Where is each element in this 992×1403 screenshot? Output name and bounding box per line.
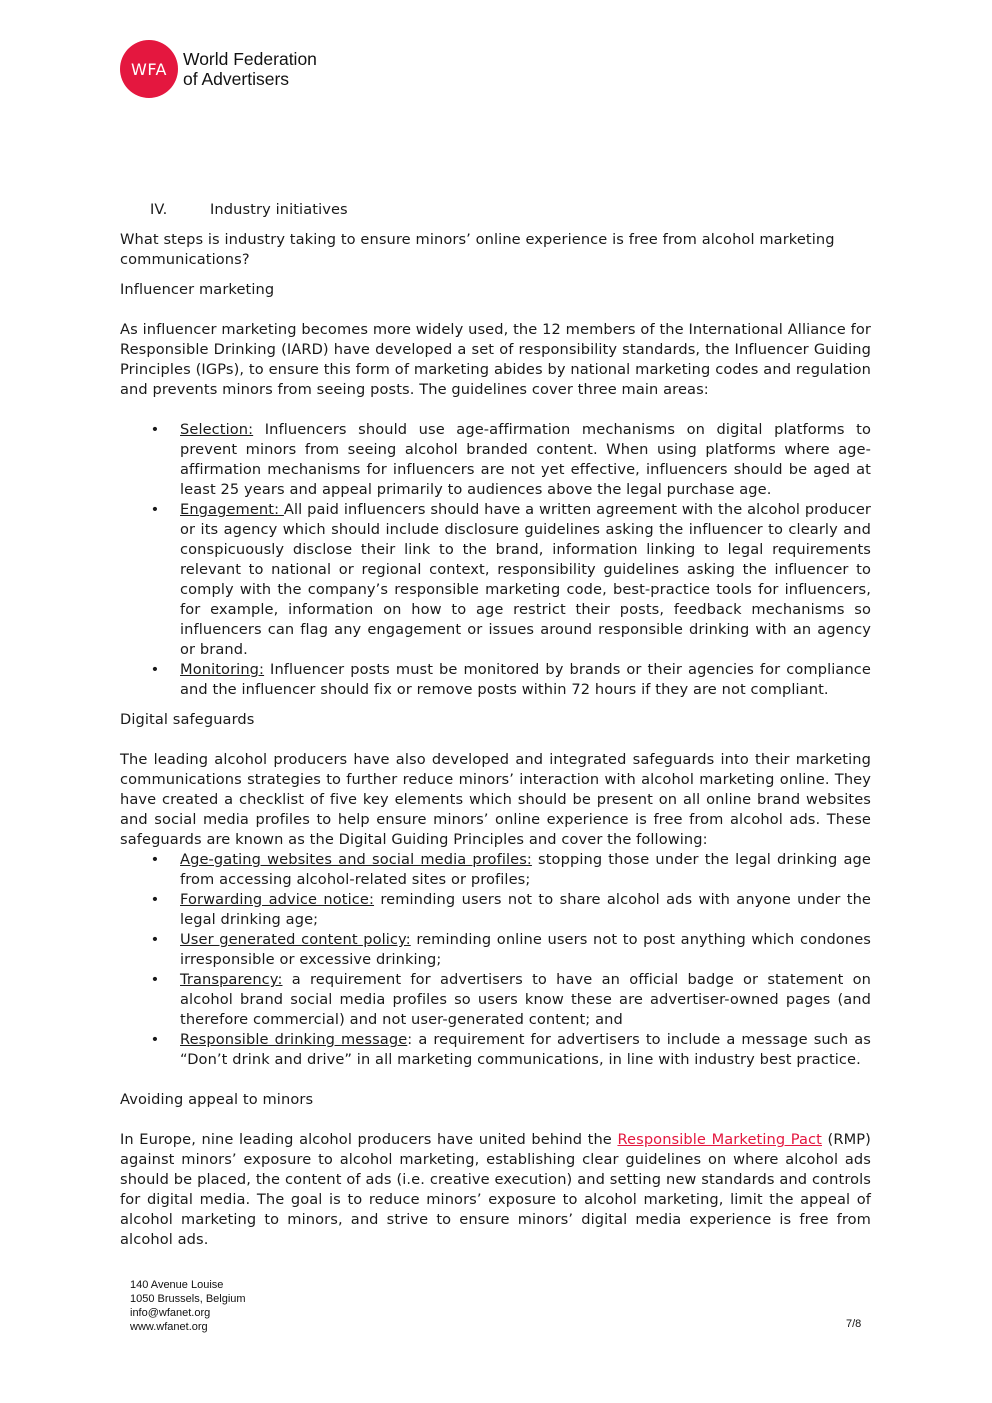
section-number: IV.	[150, 201, 168, 218]
bullet-text: reminding users not to share alcohol ads with anyone under the legal drinking age;	[180, 891, 872, 928]
influencer-intro: As influencer marketing becomes more widely used, the 12 members of the International Alliance for Responsible Drinking (IARD) have developed a set of responsibility standards, the Influencer Guiding Principles (IGPs), to ensure this form of marketing abides by national marketing codes and regulation and prevents minors from seeing posts. The guidelines cover three main areas:	[120, 321, 871, 398]
section-title: Industry initiatives	[210, 201, 348, 218]
bullet-icon: •	[150, 851, 160, 868]
minors-intro-after: (RMP) against minors’ exposure to alcohol marketing, establishing clear guidelines on where alcohol ads should be placed, the content of ads (i.e. creative execution) and setting new standards and controls for digital media. The goal is to reduce minors’ exposure to alcohol marketing, limit the appeal of alcohol marketing to minors, and strive to ensure minors’ digital media experience is free from alcohol ads.	[120, 1131, 871, 1248]
footer-website: www.wfanet.org	[130, 1321, 208, 1333]
list-item	[120, 970, 871, 1030]
responsible-marketing-pact-link[interactable]: Responsible Marketing Pact	[617, 1131, 822, 1148]
wfa-logo-wordmark	[183, 49, 317, 89]
bullet-text: All paid influencers should have a written agreement with the alcohol producer or its agency which should include disclosure guidelines asking the influencer to clearly and conspicuously disclose their link to the brand, information linking to legal requirements relevant to national or regional context, responsibility guidelines asking the influencer to comply with the company’s responsible marketing code, best-practice tools for influencers, for example, information on how to age restrict their posts, feedback mechanisms so influencers can flag any engagement or issues around responsible drinking with an agency or brand.	[180, 501, 871, 658]
bullet-icon: •	[150, 931, 160, 948]
section-heading	[120, 200, 871, 220]
bullet-icon: •	[150, 971, 160, 988]
page-number: 7/8	[846, 1318, 862, 1330]
list-item	[120, 850, 871, 890]
bullet-term: Responsible drinking message	[180, 1031, 408, 1048]
footer-address	[130, 1278, 246, 1334]
logo-line-2: of Advertisers	[183, 69, 290, 89]
section-question: What steps is industry taking to ensure minors’ online experience is free from alcohol marketing communications?	[120, 231, 835, 268]
bullet-term: Transparency:	[180, 971, 283, 988]
bullet-icon: •	[150, 891, 160, 908]
bullet-term: User generated content policy:	[180, 931, 411, 948]
influencer-heading: Influencer marketing	[120, 281, 275, 298]
footer-city: 1050 Brussels, Belgium	[130, 1293, 246, 1305]
bullet-term: Age-gating websites and social media profiles:	[180, 851, 532, 868]
logo-line-1: World Federation	[183, 49, 317, 69]
list-item	[120, 500, 871, 660]
digital-intro: The leading alcohol producers have also developed and integrated safeguards into their marketing communications strategies to further reduce minors’ interaction with alcohol marketing online. They have created a checklist of five key elements which should be present on all online brand websites and social media profiles to help ensure minors’ online experience is free from alcohol ads. These safeguards are known as the Digital Guiding Principles and cover the following:	[120, 751, 871, 848]
minors-intro-before: In Europe, nine leading alcohol producers have united behind the	[120, 1131, 618, 1148]
digital-heading: Digital safeguards	[120, 711, 255, 728]
bullet-icon: •	[150, 1031, 160, 1048]
bullet-text: Influencer posts must be monitored by brands or their agencies for compliance and the influencer should fix or remove posts within 72 hours if they are not compliant.	[180, 661, 871, 698]
bullet-text: reminding online users not to post anything which condones irresponsible or excessive drinking;	[180, 931, 871, 968]
bullet-text: Influencers should use age-affirmation mechanisms on digital platforms to prevent minors from seeing alcohol branded content. When using platforms where age-affirmation mechanisms for influencers are not yet effective, influencers should be aged at least 25 years and appeal primarily to audiences above the legal purchase age.	[180, 421, 871, 498]
bullet-term: Monitoring:	[180, 661, 265, 678]
list-item	[120, 1030, 871, 1070]
minors-paragraph	[120, 1130, 871, 1250]
bullet-text: a requirement for advertisers to have an official badge or statement on alcohol brand social media profiles so users know these are advertiser-owned pages (and therefore commercial) and not user-generated content; and	[180, 971, 871, 1028]
bullet-term: Engagement:	[180, 501, 284, 518]
document-body	[120, 200, 871, 1250]
bullet-icon: •	[150, 661, 160, 678]
list-item	[120, 890, 871, 930]
influencer-list	[120, 420, 871, 700]
bullet-text: stopping those under the legal drinking age from accessing alcohol-related sites or profiles;	[180, 851, 871, 888]
footer-email: info@wfanet.org	[130, 1307, 211, 1319]
minors-heading: Avoiding appeal to minors	[120, 1091, 314, 1108]
bullet-icon: •	[150, 421, 160, 438]
wfa-logo-mark: WFA	[120, 40, 178, 98]
list-item	[120, 660, 871, 700]
bullet-term: Forwarding advice notice:	[180, 891, 375, 908]
digital-list	[120, 850, 871, 1070]
list-item	[120, 420, 871, 500]
list-item	[120, 930, 871, 970]
bullet-text: : a requirement for advertisers to include a message such as “Don’t drink and drive” in all marketing communications, in line with industry best practice.	[180, 1031, 871, 1068]
bullet-icon: •	[150, 501, 160, 518]
wfa-logo	[120, 40, 317, 98]
bullet-term: Selection:	[180, 421, 254, 438]
footer-street: 140 Avenue Louise	[130, 1279, 224, 1291]
